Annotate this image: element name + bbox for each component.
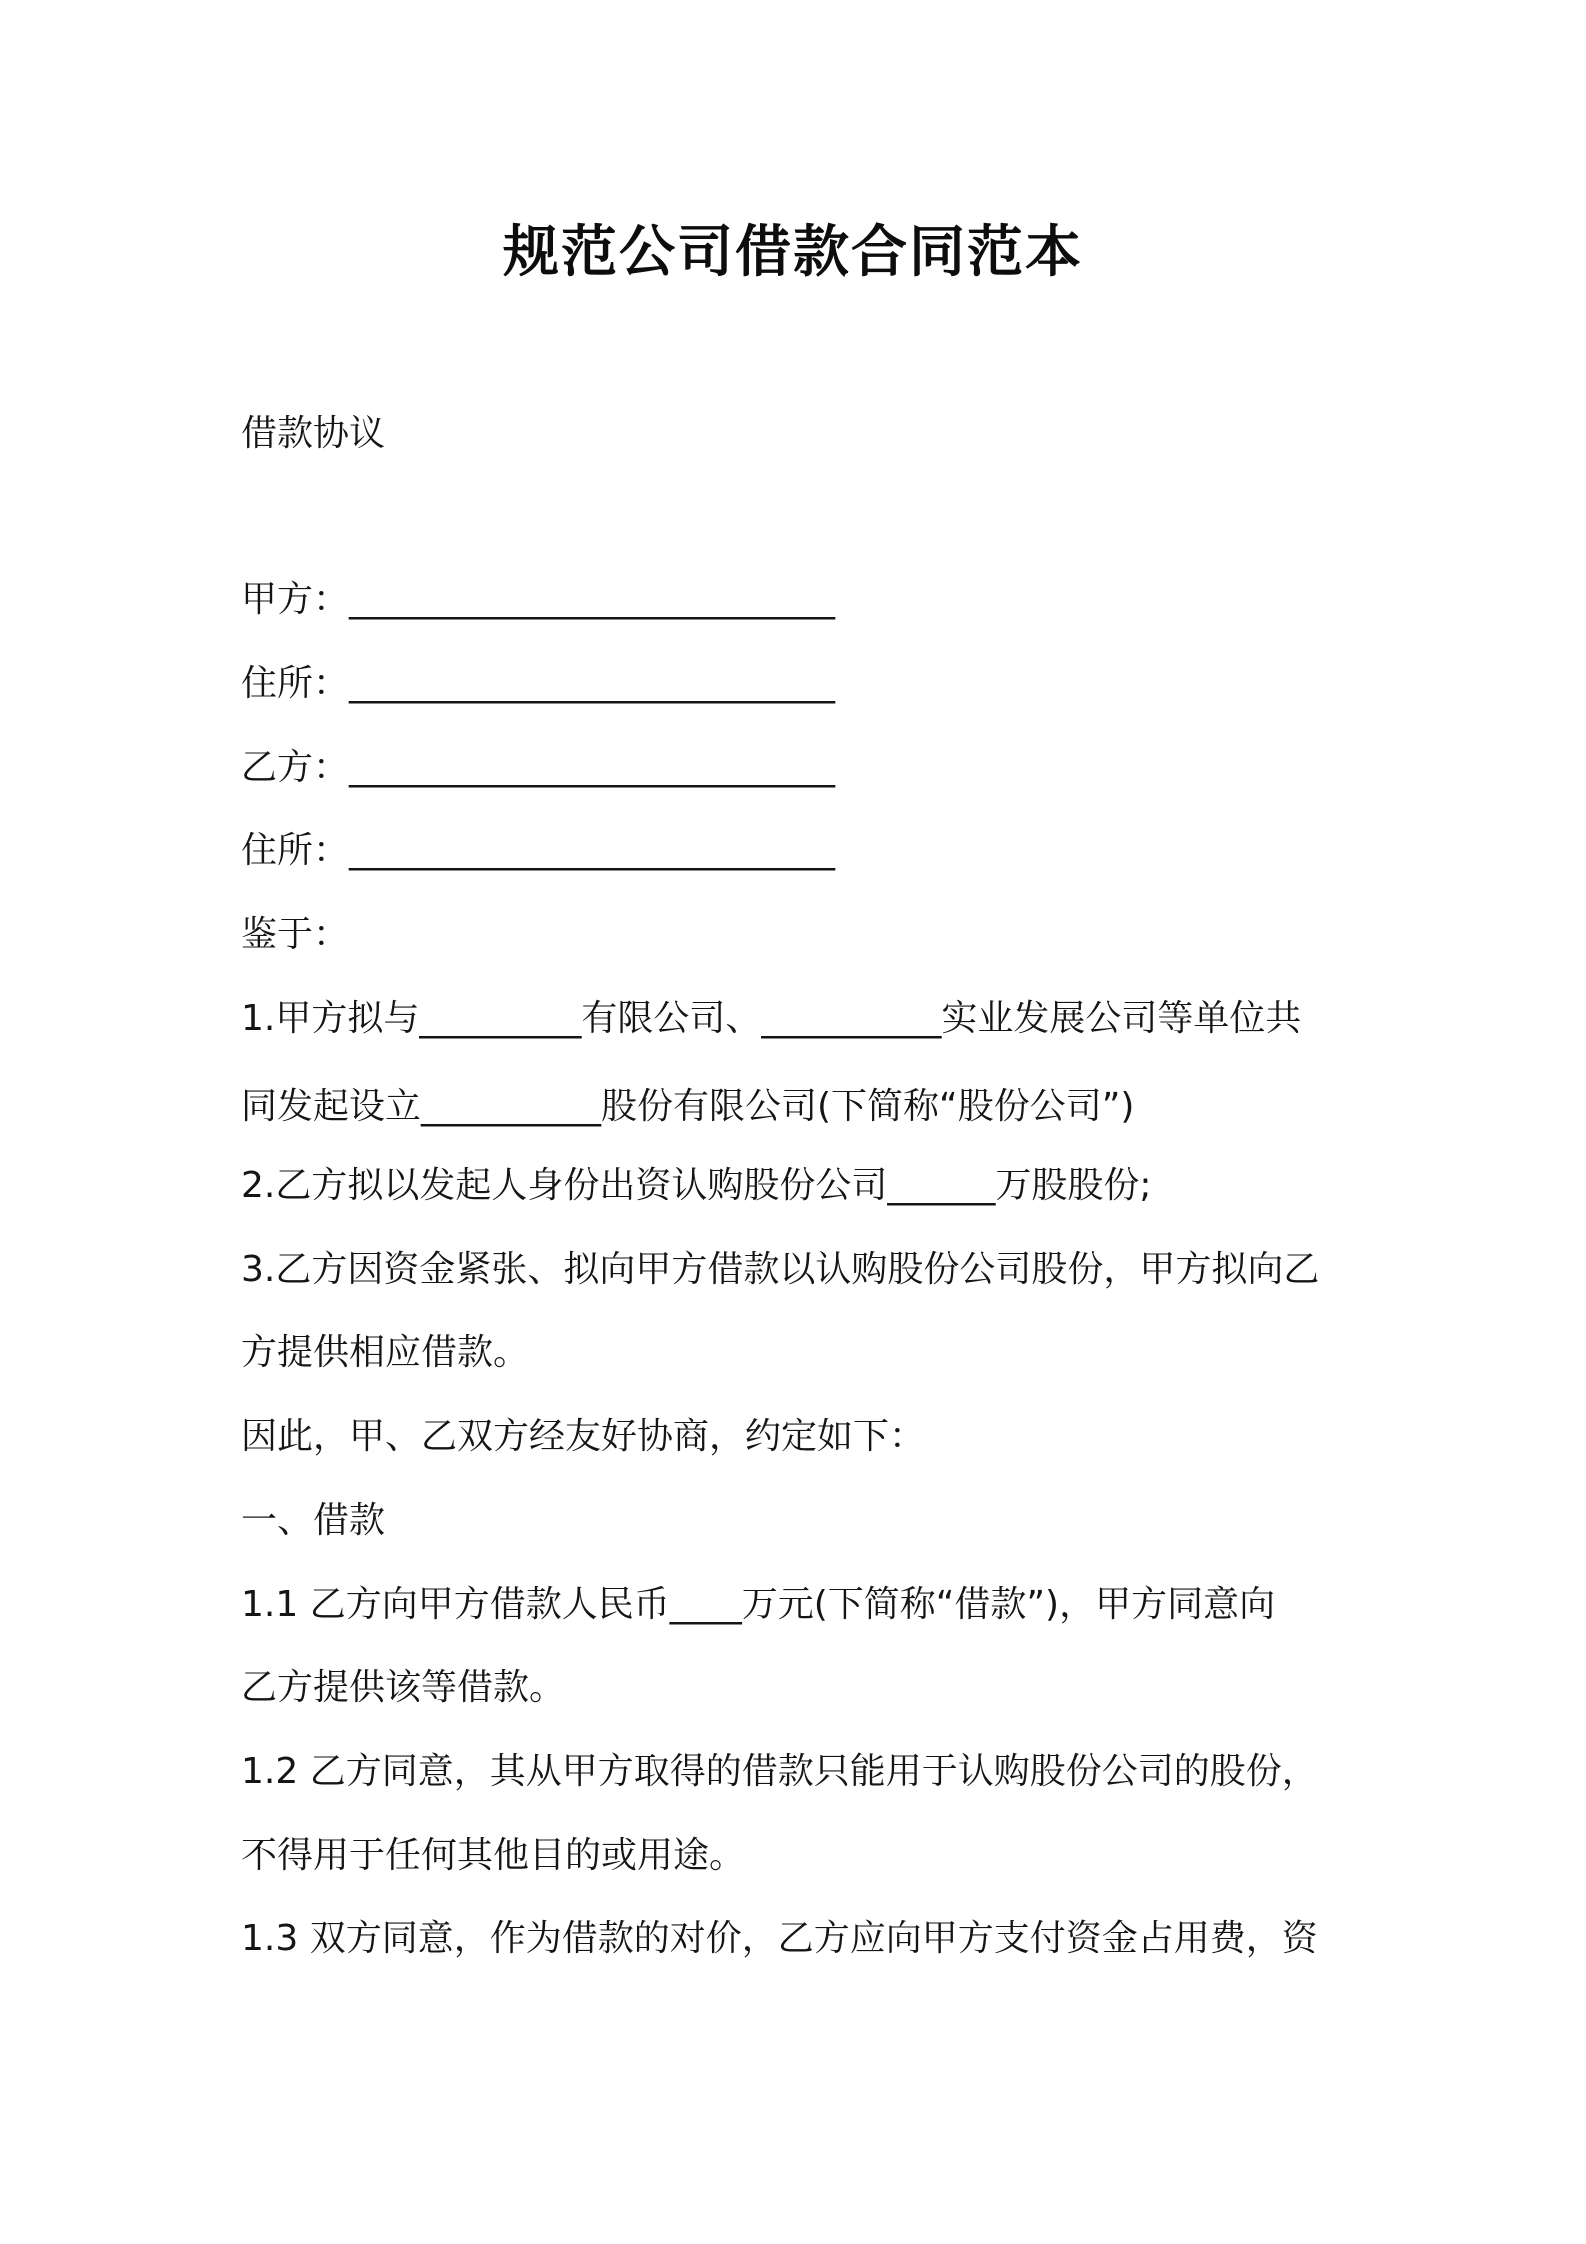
party-a-address-blank: ___________________________: [349, 663, 836, 704]
paragraph-line: 1.1 乙方向甲方借款人民币____万元(下简称“借款”)，甲方同意向: [241, 1584, 1276, 1625]
paragraph-line: 1.甲方拟与_________有限公司、__________实业发展公司等单位共: [241, 998, 1302, 1039]
party-a-blank: ___________________________: [349, 579, 836, 620]
paragraph-line: 乙方提供该等借款。: [241, 1667, 566, 1708]
party-b-address-row: [241, 829, 835, 872]
document-subtitle: 借款协议: [241, 413, 386, 454]
paragraph-line: 3.乙方因资金紧张、拟向甲方借款以认购股份公司股份，甲方拟向乙: [241, 1249, 1320, 1290]
paragraph-line: 因此，甲、乙双方经友好协商，约定如下：: [241, 1416, 926, 1457]
party-b-address-blank: ___________________________: [349, 830, 836, 871]
paragraph-line: 1.3 双方同意，作为借款的对价，乙方应向甲方支付资金占用费，资: [241, 1918, 1318, 1959]
party-a-row: [241, 578, 835, 621]
paragraph-line: 2.乙方拟以发起人身份出资认购股份公司______万股股份;: [241, 1165, 1152, 1206]
paragraph-line: 方提供相应借款。: [241, 1332, 530, 1373]
document-title: 规范公司借款合同范本: [503, 220, 1083, 285]
party-a-label: 甲方：: [241, 579, 350, 620]
paragraph-line: 同发起设立__________股份有限公司(下简称“股份公司”): [241, 1086, 1135, 1127]
section-heading: 一、借款: [241, 1500, 386, 1541]
party-b-address-label: 住所：: [241, 830, 350, 871]
paragraph-line: 不得用于任何其他目的或用途。: [241, 1835, 746, 1876]
party-b-row: [241, 746, 835, 789]
party-a-address-row: [241, 662, 835, 705]
paragraph-line: 1.2 乙方同意，其从甲方取得的借款只能用于认购股份公司的股份，: [241, 1751, 1318, 1792]
party-b-label: 乙方：: [241, 747, 350, 788]
party-b-blank: ___________________________: [349, 747, 836, 788]
party-a-address-label: 住所：: [241, 663, 350, 704]
whereas-heading: 鉴于：: [241, 914, 350, 955]
